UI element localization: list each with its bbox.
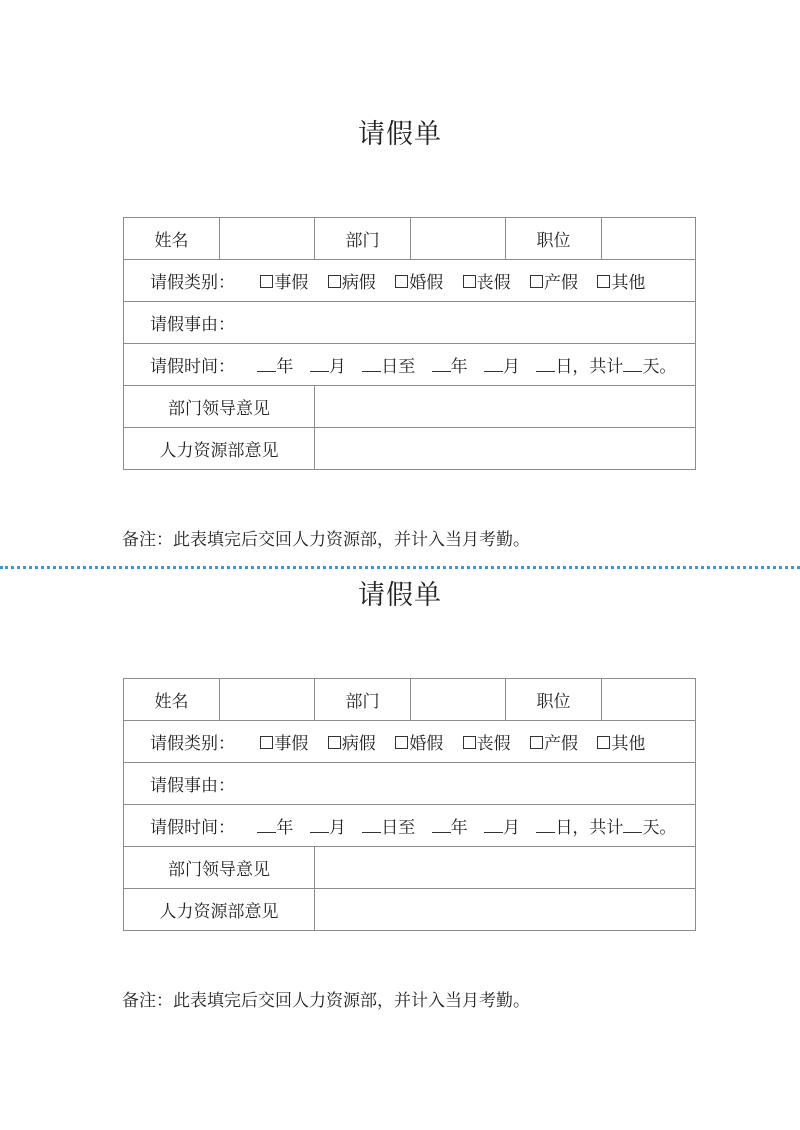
leave-time-cell: 请假时间： 年 月 日至 年 月 日，共计 天。 xyxy=(124,344,696,386)
form-note: 备注：此表填完后交回人力资源部，并计入当月考勤。 xyxy=(122,530,530,550)
checkbox-icon[interactable] xyxy=(463,736,476,749)
leave-form-table xyxy=(123,217,696,470)
checkbox-maternity-leave[interactable]: 产假 xyxy=(530,268,578,293)
hr-opinion-field[interactable] xyxy=(315,428,696,470)
position-label: 职位 xyxy=(506,679,602,721)
checkbox-icon[interactable] xyxy=(597,275,610,288)
leave-type-label: 请假类别： xyxy=(150,273,235,293)
name-field[interactable] xyxy=(220,679,315,721)
leave-time-cell: 请假时间： 年 月 日至 年 月 日，共计 天。 xyxy=(124,805,696,847)
position-field[interactable] xyxy=(602,218,696,260)
end-year-blank[interactable] xyxy=(432,357,451,372)
form-note: 备注：此表填完后交回人力资源部，并计入当月考勤。 xyxy=(122,991,530,1011)
leave-time-label: 请假时间： xyxy=(150,818,235,838)
end-day-blank[interactable] xyxy=(536,357,555,372)
dept-leader-row xyxy=(124,386,696,428)
name-field[interactable] xyxy=(220,218,315,260)
start-month-blank[interactable] xyxy=(310,357,329,372)
dept-leader-label: 部门领导意见 xyxy=(124,847,315,889)
checkbox-icon[interactable] xyxy=(530,736,543,749)
checkbox-sick-leave[interactable]: 病假 xyxy=(328,729,376,754)
dept-leader-label: 部门领导意见 xyxy=(124,386,315,428)
leave-type-row xyxy=(124,721,696,763)
checkbox-icon[interactable] xyxy=(530,275,543,288)
info-row xyxy=(124,679,696,721)
dept-leader-opinion-field[interactable] xyxy=(315,386,696,428)
leave-reason-row xyxy=(124,763,696,805)
form-title: 请假单 xyxy=(358,119,442,150)
checkbox-icon[interactable] xyxy=(328,736,341,749)
hr-label: 人力资源部意见 xyxy=(124,889,315,931)
checkbox-personal-leave[interactable]: 事假 xyxy=(260,268,308,293)
total-days-blank[interactable] xyxy=(623,357,642,372)
position-label: 职位 xyxy=(506,218,602,260)
checkbox-icon[interactable] xyxy=(463,275,476,288)
start-day-blank[interactable] xyxy=(362,357,381,372)
leave-reason-row xyxy=(124,302,696,344)
checkbox-other-leave[interactable]: 其他 xyxy=(597,729,645,754)
checkbox-icon[interactable] xyxy=(260,736,273,749)
leave-time-row xyxy=(124,805,696,847)
checkbox-marriage-leave[interactable]: 婚假 xyxy=(395,268,443,293)
name-label: 姓名 xyxy=(124,218,220,260)
checkbox-icon[interactable] xyxy=(395,275,408,288)
hr-row xyxy=(124,889,696,931)
start-month-blank[interactable] xyxy=(310,818,329,833)
leave-reason-label: 请假事由： xyxy=(150,315,235,335)
leave-reason-cell[interactable] xyxy=(124,302,696,344)
leave-time-row xyxy=(124,344,696,386)
info-row xyxy=(124,218,696,260)
dept-leader-opinion-field[interactable] xyxy=(315,847,696,889)
form-title: 请假单 xyxy=(358,580,442,611)
checkbox-marriage-leave[interactable]: 婚假 xyxy=(395,729,443,754)
checkbox-bereavement-leave[interactable]: 丧假 xyxy=(463,268,511,293)
leave-type-cell xyxy=(124,260,696,302)
hr-label: 人力资源部意见 xyxy=(124,428,315,470)
end-day-blank[interactable] xyxy=(536,818,555,833)
leave-time-label: 请假时间： xyxy=(150,357,235,377)
leave-reason-label: 请假事由： xyxy=(150,776,235,796)
checkbox-personal-leave[interactable]: 事假 xyxy=(260,729,308,754)
leave-type-label: 请假类别： xyxy=(150,734,235,754)
leave-form-table xyxy=(123,678,696,931)
department-field[interactable] xyxy=(411,218,506,260)
end-year-blank[interactable] xyxy=(432,818,451,833)
hr-row xyxy=(124,428,696,470)
checkbox-icon[interactable] xyxy=(328,275,341,288)
department-label: 部门 xyxy=(315,218,411,260)
checkbox-other-leave[interactable]: 其他 xyxy=(597,268,645,293)
end-month-blank[interactable] xyxy=(484,818,503,833)
checkbox-icon[interactable] xyxy=(597,736,610,749)
end-month-blank[interactable] xyxy=(484,357,503,372)
cut-line-divider xyxy=(0,566,800,569)
start-day-blank[interactable] xyxy=(362,818,381,833)
name-label: 姓名 xyxy=(124,679,220,721)
leave-type-row xyxy=(124,260,696,302)
leave-reason-cell[interactable] xyxy=(124,763,696,805)
department-field[interactable] xyxy=(411,679,506,721)
dept-leader-row xyxy=(124,847,696,889)
start-year-blank[interactable] xyxy=(257,357,276,372)
hr-opinion-field[interactable] xyxy=(315,889,696,931)
start-year-blank[interactable] xyxy=(257,818,276,833)
checkbox-icon[interactable] xyxy=(395,736,408,749)
checkbox-icon[interactable] xyxy=(260,275,273,288)
department-label: 部门 xyxy=(315,679,411,721)
total-days-blank[interactable] xyxy=(623,818,642,833)
position-field[interactable] xyxy=(602,679,696,721)
leave-type-cell xyxy=(124,721,696,763)
checkbox-sick-leave[interactable]: 病假 xyxy=(328,268,376,293)
checkbox-maternity-leave[interactable]: 产假 xyxy=(530,729,578,754)
checkbox-bereavement-leave[interactable]: 丧假 xyxy=(463,729,511,754)
